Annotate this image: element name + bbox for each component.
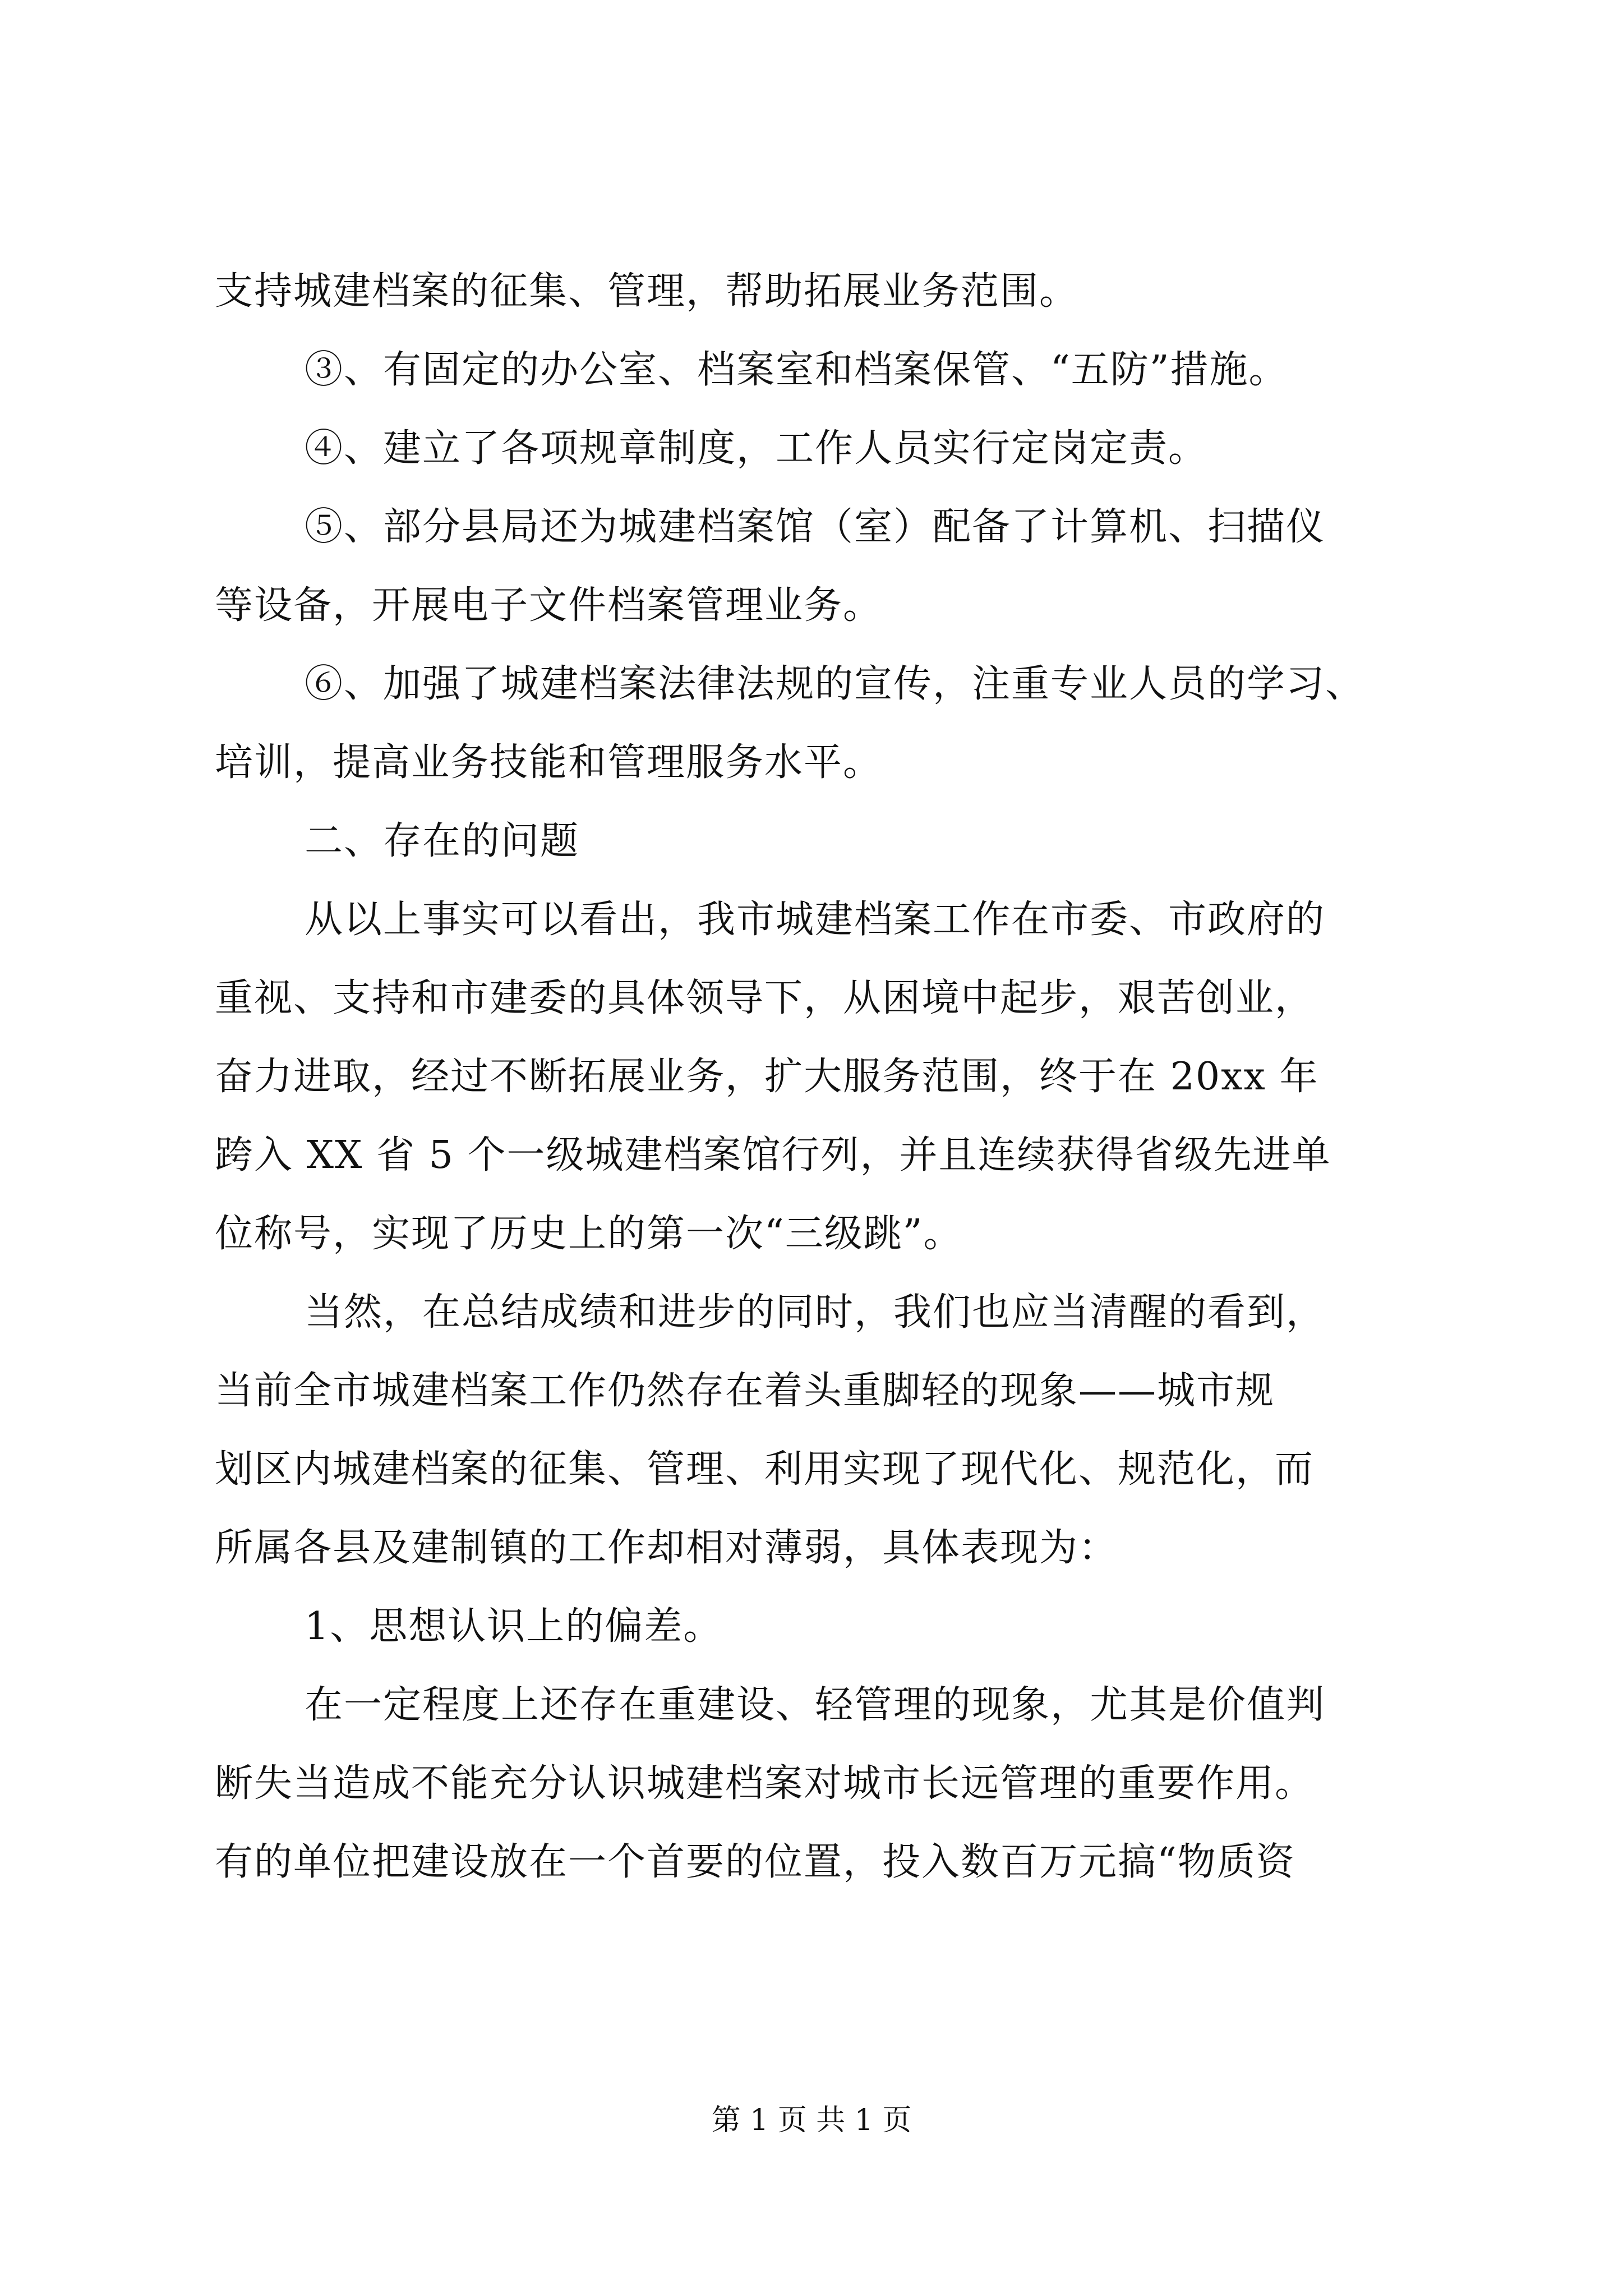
text-line: 培训，提高业务技能和管理服务水平。 [215, 740, 883, 785]
text-line: 划区内城建档案的征集、管理、利用实现了现代化、规范化，而 [215, 1447, 1315, 1492]
text-line: 当前全市城建档案工作仍然存在着头重脚轻的现象——城市规 [215, 1369, 1275, 1413]
text-line: 从以上事实可以看出，我市城建档案工作在市委、市政府的 [305, 898, 1326, 942]
text-line: ④、建立了各项规章制度，工作人员实行定岗定责。 [305, 426, 1208, 471]
text-line: ⑥、加强了城建档案法律法规的宣传，注重专业人员的学习、 [305, 662, 1365, 706]
subsection-heading: 1、思想认识上的偏差。 [305, 1604, 723, 1649]
text-line: 奋力进取，经过不断拓展业务，扩大服务范围，终于在 20xx 年 [215, 1055, 1319, 1099]
text-line: 有的单位把建设放在一个首要的位置，投入数百万元搞“物质资 [215, 1840, 1295, 1884]
text-line: ③、有固定的办公室、档案室和档案保管、“五防”措施。 [305, 348, 1288, 392]
text-line: 跨入 XX 省 5 个一级城建档案馆行列，并且连续获得省级先进单 [215, 1133, 1331, 1177]
text-line: 所属各县及建制镇的工作却相对薄弱，具体表现为： [215, 1526, 1118, 1570]
section-heading: 二、存在的问题 [305, 819, 580, 863]
text-line: ⑤、部分县局还为城建档案馆（室）配备了计算机、扫描仪 [305, 505, 1326, 549]
text-line: 等设备，开展电子文件档案管理业务。 [215, 583, 883, 628]
text-line: 断失当造成不能充分认识城建档案对城市长远管理的重要作用。 [215, 1761, 1315, 1806]
text-line: 在一定程度上还存在重建设、轻管理的现象，尤其是价值判 [305, 1683, 1326, 1727]
text-line: 当然，在总结成绩和进步的同时，我们也应当清醒的看到， [305, 1290, 1326, 1335]
page-footer: 第 1 页 共 1 页 [711, 2104, 912, 2137]
text-line: 位称号，实现了历史上的第一次“三级跳”。 [215, 1212, 963, 1256]
text-line: 重视、支持和市建委的具体领导下，从困境中起步，艰苦创业， [215, 976, 1315, 1020]
document-body [215, 252, 1435, 1902]
text-line: 支持城建档案的征集、管理，帮助拓展业务范围。 [215, 269, 1079, 314]
